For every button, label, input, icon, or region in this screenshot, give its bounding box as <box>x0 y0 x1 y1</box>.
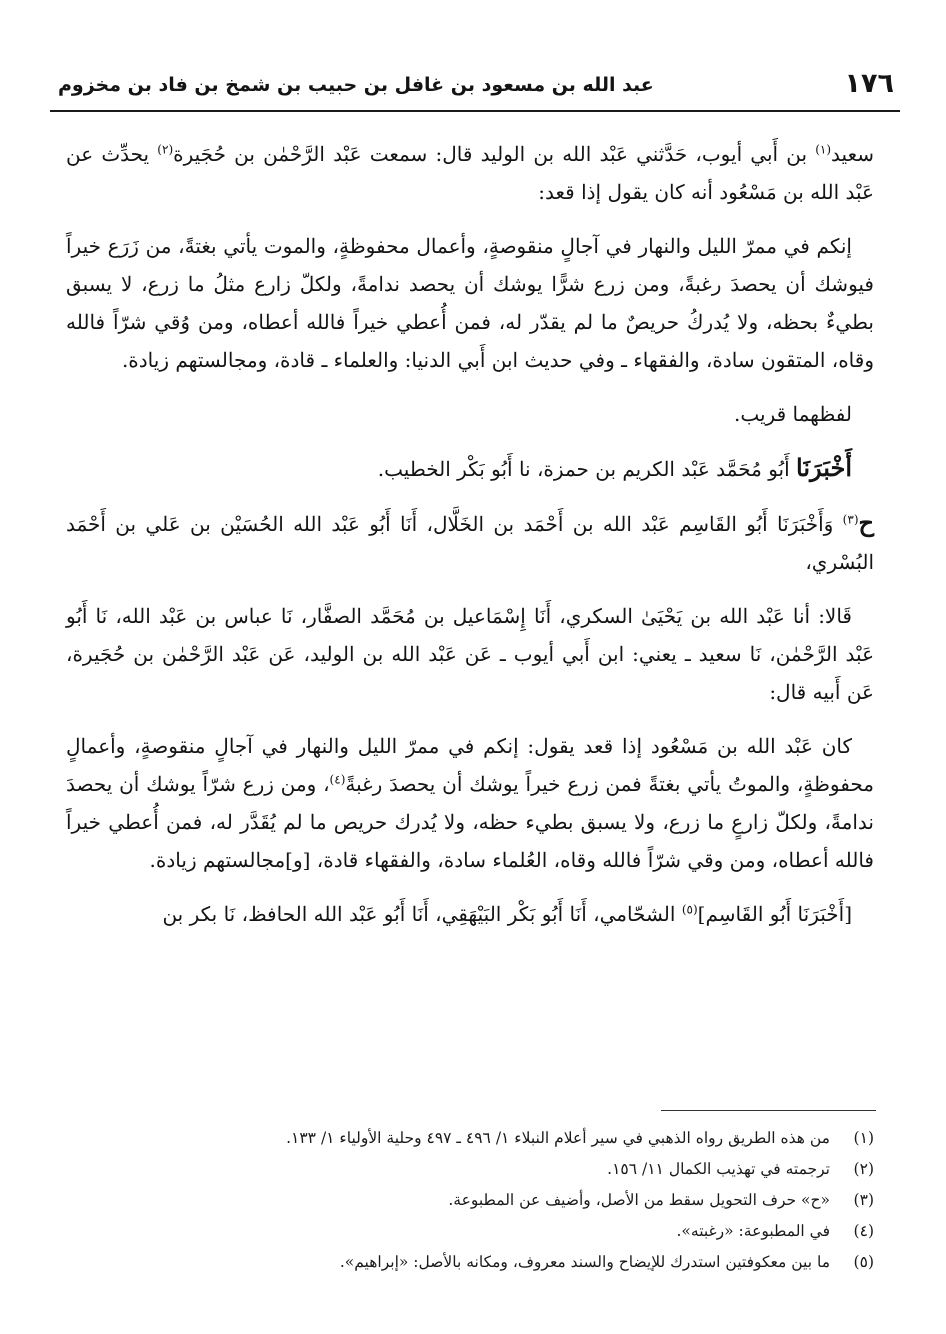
footnote-ref-4: (٤) <box>329 772 346 787</box>
paragraph-chain-sukkari <box>66 597 874 711</box>
footnote-number: (٤) <box>853 1222 874 1240</box>
text-run: [أَخْبَرَنَا أَبُو القَاسِم] <box>697 902 852 926</box>
paragraph-note <box>66 395 874 433</box>
paragraph-saying <box>66 227 874 379</box>
lead-word: أَخْبَرَنَا <box>796 453 852 482</box>
text-run: بن أَبي أيوب، حَدَّثني عَبْد الله بن الوليد قال: سمعت عَبْد الرَّحْمٰن بن حُجَيرة <box>173 142 816 166</box>
footnote <box>66 1247 874 1278</box>
text-run: ، ومن زرع شرّاً يوشك أن يحصدَ ندامةً، ولكلّ زارعٍ ما زرع، ولا يسبق بطيء حظه، ولا يُدرك حريص ما لم يُقَدَّر له، فمن أُعطي خيراً فالله أعطاه، ومن وقي شرّاً فالله وقاه، العُلماء سادة، والفقهاء قادة، [و]مجالستهم زيادة. <box>66 772 874 872</box>
text-run: أَبُو مُحَمَّد عَبْد الكريم بن حمزة، نا أَبُو بَكْر الخطيب. <box>377 457 797 481</box>
body-text <box>66 135 874 949</box>
footnote-text: في المطبوعة: «رغبته». <box>676 1222 830 1240</box>
paragraph-chain-shahhami <box>66 895 874 933</box>
footnote-number: (٥) <box>853 1253 874 1271</box>
footnote-number: (١) <box>853 1129 874 1147</box>
text-run: الشحّامي، أَنَا أَبُو بَكْر البَيْهَقِي، أَنَا أَبُو عَبْد الله الحافظ، نَا بكر بن <box>162 902 682 926</box>
text-run: قَالا: أنا عَبْد الله بن يَحْيَىٰ السكري، أَنَا إِسْمَاعيل بن مُحَمَّد الصفَّار، نَا عباس بن عَبْد الله، نَا أَبُو عَبْد الرَّحْمٰن، نَا سعيد ـ يعني: ابن أَبي أيوب ـ عَن عَبْد الله بن الوليد، عَن عَبْد الرَّحْمٰن بن حُجَيرة، عَن أَبيه قال: <box>66 604 874 704</box>
paragraph-saying-2 <box>66 727 874 879</box>
footnote <box>66 1123 874 1154</box>
paragraph-isnad-intro <box>66 135 874 211</box>
running-title: عبد الله بن مسعود بن غافل بن حبيب بن شمخ بن فاد بن مخزوم <box>58 74 654 96</box>
footnote-text: «ح» حرف التحويل سقط من الأصل، وأضيف عن المطبوعة. <box>448 1191 830 1209</box>
lead-word: ح <box>858 508 874 537</box>
footnote-text: ترجمته في تهذيب الكمال ١١/ ١٥٦. <box>607 1160 830 1178</box>
text-run: وَأَخْبَرَنَا أَبُو القَاسِم عَبْد الله بن أَحْمَد بن الخَلَّال، أَنَا أَبُو عَبْد الله الحُسَيْن بن عَلي بن أَحْمَد البُسْري، <box>66 512 874 574</box>
footnote <box>66 1154 874 1185</box>
paragraph-chain-khallal <box>66 504 874 581</box>
footnote-ref-5: (٥) <box>681 902 698 917</box>
footnote-ref-2: (٢) <box>157 142 174 157</box>
footnote-ref-3: (٣) <box>842 512 859 527</box>
footnote <box>66 1185 874 1216</box>
text-run: يحدِّث عن عَبْد الله بن مَسْعُود أنه كان يقول إذا قعد: <box>66 142 874 204</box>
page-header <box>50 58 900 112</box>
text-run: سعيد <box>831 142 874 166</box>
footnote-number: (٣) <box>853 1191 874 1209</box>
text-run: لفظهما قريب. <box>733 402 852 426</box>
paragraph-chain-khatib <box>66 449 874 488</box>
footnote-divider <box>661 1110 876 1111</box>
footnote <box>66 1216 874 1247</box>
footnote-text: ما بين معكوفتين استدرك للإيضاح والسند معروف، ومكانه بالأصل: «إبراهيم». <box>339 1253 830 1271</box>
footnote-number: (٢) <box>853 1160 874 1178</box>
footnote-ref-1: (١) <box>815 142 832 157</box>
text-run: كان عَبْد الله بن مَسْعُود إذا قعد يقول: إنكم في ممرّ الليل والنهار في آجالٍ منقوصةٍ، وأعمالٍ محفوظةٍ، والموتُ يأتي بغتةً فمن زرع خيراً يوشك أن يحصدَ رغبةً <box>66 734 874 796</box>
footnote-text: من هذه الطريق رواه الذهبي في سير أعلام النبلاء ١/ ٤٩٦ ـ ٤٩٧ وحلية الأولياء ١/ ١٣٣. <box>286 1129 830 1147</box>
text-run: إنكم في ممرّ الليل والنهار في آجالٍ منقوصةٍ، وأعمال محفوظةٍ، والموت يأتي بغتةً، من زَرَع خيراً فيوشك أن يحصدَ رغبةً، ومن زرع شرًّا يوشك أن يحصد ندامةً، ولكلّ زارع مثلُ ما زرع، لا يسبق بطيءٌ بحظه، ولا يُدركُ حريصٌ ما لم يقدّر له، فمن أُعطي خيراً فالله أعطاه، ومن وُقي شرّاً فالله وقاه، المتقون سادة، والفقهاء ـ وفي حديث ابن أَبي الدنيا: والعلماء ـ قادة، ومجالستهم زيادة. <box>66 234 874 372</box>
page-number: ١٧٦ <box>844 68 894 99</box>
footnotes <box>66 1123 874 1278</box>
